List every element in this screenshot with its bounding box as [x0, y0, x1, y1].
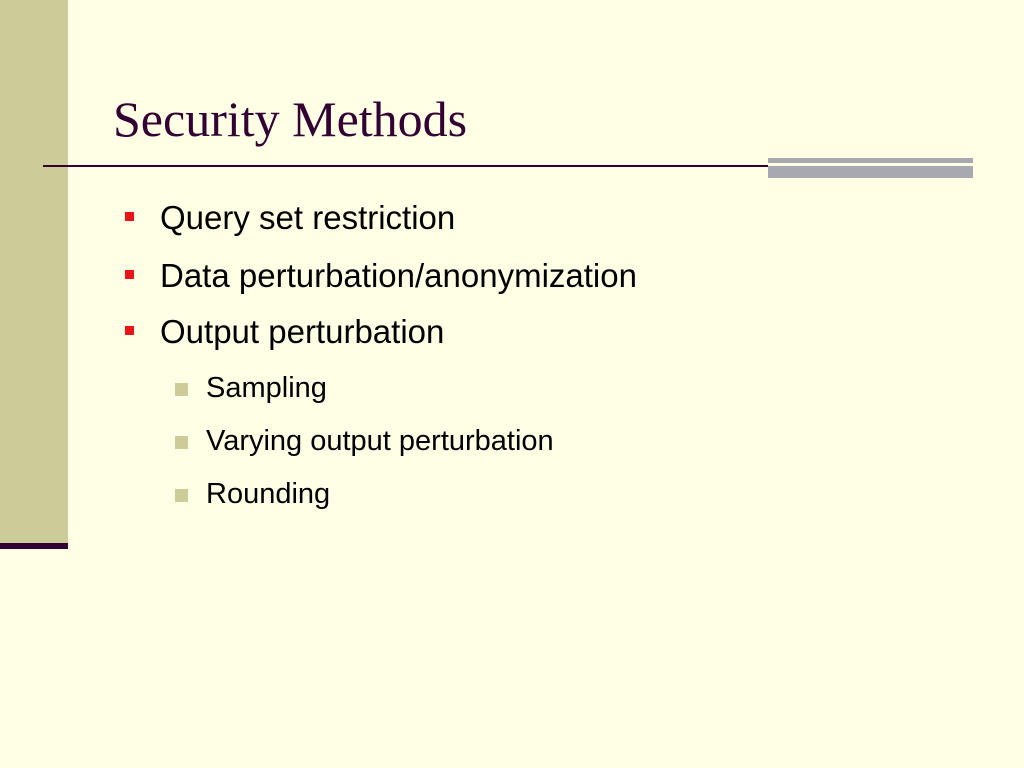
left-bar-underline [0, 543, 68, 549]
title-accent-bar [768, 158, 973, 178]
bullet-text: Rounding [206, 478, 331, 510]
bullet-text: Output perturbation [160, 313, 445, 350]
bullet-text: Data perturbation/anonymization [160, 257, 637, 294]
bullet-item-query-set-restriction [160, 198, 455, 238]
bullet-text: Sampling [206, 372, 327, 404]
red-square-bullet-icon [125, 326, 134, 335]
bullet-text: Query set restriction [160, 199, 456, 236]
bullet-text: Varying output perturbation [206, 425, 554, 457]
bullet-item-output-perturbation [160, 312, 444, 352]
slide-title: Security Methods [113, 91, 468, 147]
bullet-item-data-perturbation [160, 256, 637, 296]
tan-square-bullet-icon [175, 436, 188, 449]
sub-bullet-item-varying-output-perturbation [206, 423, 554, 459]
tan-square-bullet-icon [175, 489, 188, 502]
red-square-bullet-icon [125, 270, 134, 279]
red-square-bullet-icon [125, 212, 134, 221]
left-decorative-bar [0, 0, 68, 545]
tan-square-bullet-icon [175, 383, 188, 396]
sub-bullet-item-sampling [206, 370, 327, 406]
sub-bullet-item-rounding [206, 476, 330, 512]
title-underline [43, 165, 769, 167]
